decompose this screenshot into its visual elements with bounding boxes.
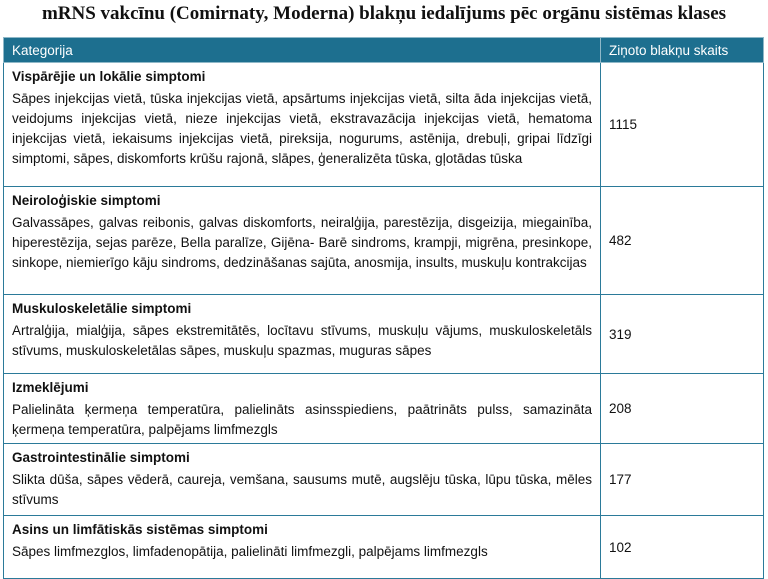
count-cell: 482 (601, 187, 764, 295)
count-cell: 1115 (601, 63, 764, 187)
category-items: Artralģija, mialģija, sāpes ekstremitātēs, locītavu stīvums, muskuļu vājums, muskuloskeletāls stīvums, muskuloskeletālas sāpes, muskuļu spazmas, muguras sāpes (12, 323, 592, 358)
category-cell (4, 444, 601, 516)
adverse-reactions-table (3, 37, 764, 579)
category-cell (4, 295, 601, 374)
count-cell: 319 (601, 295, 764, 374)
category-items: Galvassāpes, galvas reibonis, galvas diskomforts, neiralģija, parestēzija, disgeizija, miegainība, hiperestēzija, sejas parēze, Bella paralīze, Gijēna- Barē sindroms, krampji, migrēna, presinkope, sinkope, niemierīgo kāju sindroms, dedzināšanas sajūta, anosmija, insults, muskuļu kontrakcijas (12, 215, 592, 270)
table-row (4, 516, 764, 579)
category-title: Gastrointestinālie simptomi (12, 450, 190, 465)
table-row (4, 63, 764, 187)
category-title: Asins un limfātiskās sistēmas simptomi (12, 522, 268, 537)
table-header-row (4, 38, 764, 63)
category-items: Sāpes injekcijas vietā, tūska injekcijas vietā, apsārtums injekcijas vietā, silta āda injekcijas vietā, veidojums injekcijas vietā, nieze injekcijas vietā, ekstravazācija injekcijas vietā, hematoma injekcijas vietā, iekaisums injekcijas vietā, pireksija, nogurums, astēnija, drebuļi, gripai līdzīgi simptomi, sāpes, diskomforts krūšu rajonā, slāpes, ģeneralizēta tūska, gļotādas tūska (12, 91, 592, 166)
category-title: Muskuloskeletālie simptomi (12, 301, 192, 316)
category-items: Slikta dūša, sāpes vēderā, caureja, vemšana, sausums mutē, augslēju tūska, lūpu tūska, mēles stīvums (12, 472, 592, 507)
table-row (4, 187, 764, 295)
table-row (4, 374, 764, 444)
table-row (4, 444, 764, 516)
category-items: Palielināta ķermeņa temperatūra, palielināts asinsspiediens, paātrināts pulss, samazināta ķermeņa temperatūra, palpējams limfmezgls (12, 402, 592, 437)
category-title: Neiroloģiskie simptomi (12, 193, 161, 208)
category-items: Sāpes limfmezglos, limfadenopātija, palielināti limfmezgli, palpējams limfmezgls (12, 544, 488, 559)
page-title: mRNS vakcīnu (Comirnaty, Moderna) blakņu iedalījums pēc orgānu sistēmas klases (41, 3, 727, 24)
header-count: Ziņoto blakņu skaits (601, 38, 764, 63)
category-title: Izmeklējumi (12, 380, 89, 395)
category-cell (4, 63, 601, 187)
category-cell (4, 187, 601, 295)
category-cell (4, 374, 601, 444)
category-title: Vispārējie un lokālie simptomi (12, 69, 206, 84)
table-row (4, 295, 764, 374)
category-cell (4, 516, 601, 579)
header-category: Kategorija (4, 38, 601, 63)
count-cell: 177 (601, 444, 764, 516)
count-cell: 208 (601, 374, 764, 444)
count-cell: 102 (601, 516, 764, 579)
